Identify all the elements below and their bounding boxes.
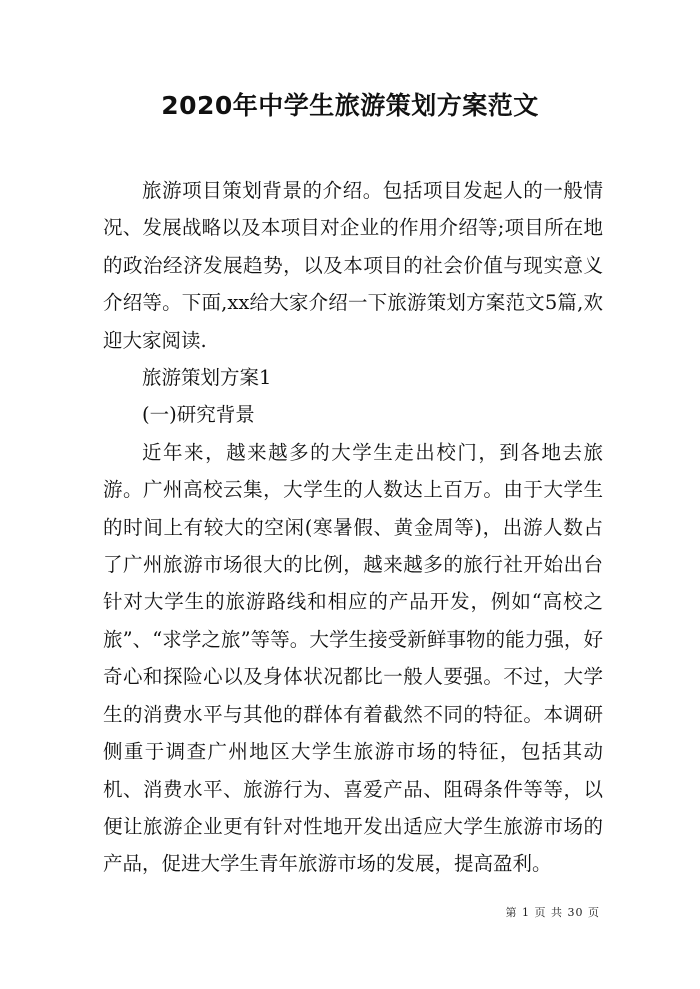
intro-paragraph: 旅游项目策划背景的介绍。包括项目发起人的一般情况、发展战略以及本项目对企业的作用介绍等;项目所在地的政治经济发展趋势，以及本项目的社会价值与现实意义介绍等。下面,xx给大家介绍一下旅游策划方案范文5篇,欢迎大家阅读. bbox=[103, 179, 603, 352]
subsection-heading: (一)研究背景 bbox=[142, 403, 255, 427]
page-number: 第 1 页 共 30 页 bbox=[505, 906, 600, 919]
document-title: 2020年中学生旅游策划方案范文 bbox=[161, 91, 539, 120]
section-heading: 旅游策划方案1 bbox=[142, 366, 272, 390]
document-body bbox=[103, 172, 603, 883]
background-paragraph: 近年来，越来越多的大学生走出校门，到各地去旅游。广州高校云集，大学生的人数达上百万。由于大学生的时间上有较大的空闲(寒暑假、黄金周等)，出游人数占了广州旅游市场很大的比例，越来越多的旅行社开始出台针对大学生的旅游路线和相应的产品开发，例如“高校之旅”、“求学之旅”等等。大学生接受新鲜事物的能力强，好奇心和探险心以及身体状况都比一般人要强。不过，大学生的消费水平与其他的群体有着截然不同的特征。本调研侧重于调查广州地区大学生旅游市场的特征，包括其动机、消费水平、旅游行为、喜爱产品、阻碍条件等等，以便让旅游企业更有针对性地开发出适应大学生旅游市场的产品，促进大学生青年旅游市场的发展，提高盈利。 bbox=[103, 440, 603, 876]
